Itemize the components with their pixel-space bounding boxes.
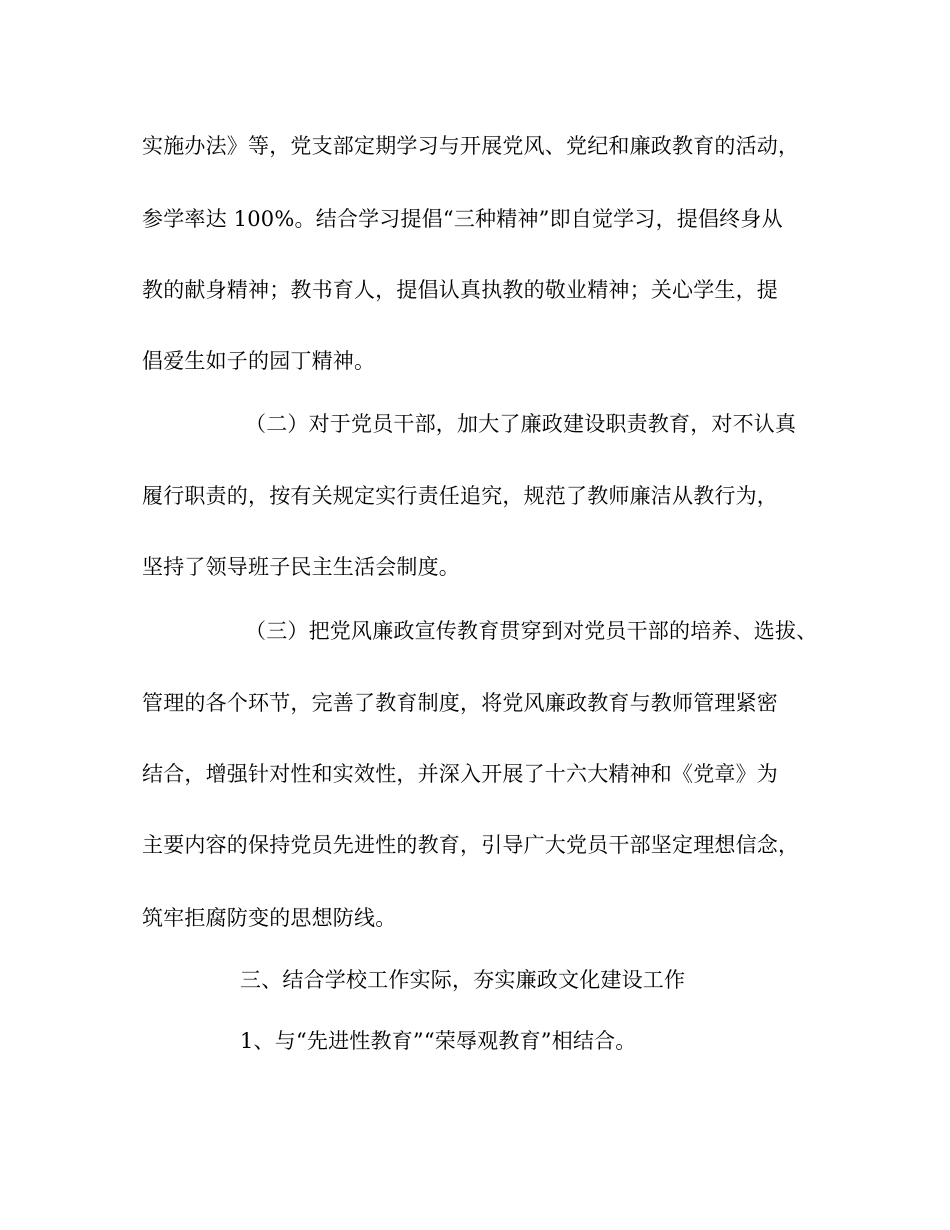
paragraph-line: 主要内容的保持党员先进性的教育，引导广大党员干部坚定理想信念， <box>142 833 800 857</box>
paragraph-line: 倡爱生如子的园丁精神。 <box>142 349 376 373</box>
paragraph-line: 管理的各个环节，完善了教育制度，将党风廉政教育与教师管理紧密 <box>142 691 778 715</box>
paragraph-line: 坚持了领导班子民主生活会制度。 <box>142 555 460 579</box>
paragraph-line: 实施办法》等，党支部定期学习与开展党风、党纪和廉政教育的活动， <box>142 134 800 158</box>
paragraph-line: 筑牢拒腐防变的思想防线。 <box>142 906 397 930</box>
paragraph-line: 参学率达 100%。结合学习提倡“三种精神”即自觉学习，提倡终身从 <box>142 207 783 231</box>
section-heading-3: （三）把党风廉政宣传教育贯穿到对党员干部的培养、选拔、 <box>245 619 818 643</box>
paragraph-line: 教的献身精神；教书育人，提倡认真执教的敬业精神；关心学生，提 <box>142 278 778 302</box>
paragraph-line: 结合，增强针对性和实效性，并深入开展了十六大精神和《党章》为 <box>142 762 778 786</box>
paragraph-line: 履行职责的，按有关规定实行责任追究，规范了教师廉洁从教行为， <box>142 484 778 508</box>
list-item: 1、与“先进性教育”“荣辱观教育”相结合。 <box>240 1029 637 1053</box>
section-heading-2: （二）对于党员干部，加大了廉政建设职责教育，对不认真 <box>245 412 797 436</box>
section-heading: 三、结合学校工作实际，夯实廉政文化建设工作 <box>240 968 686 992</box>
